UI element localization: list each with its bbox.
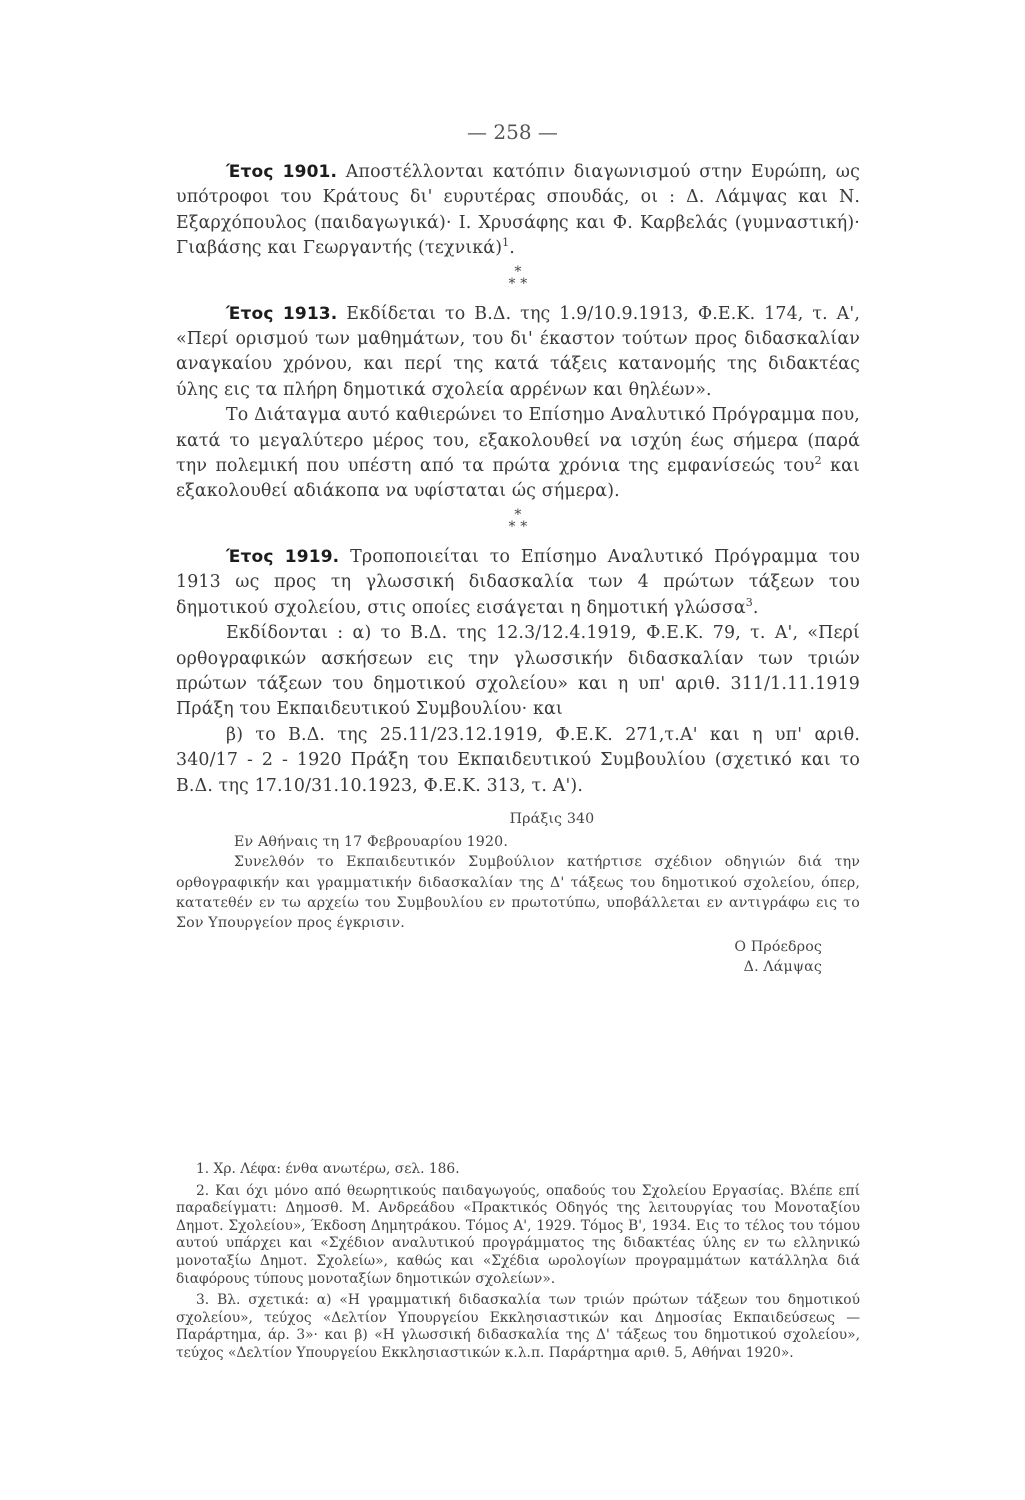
asterism-divider: [176, 263, 860, 296]
footnote-3: 3. Βλ. σχετικά: α) «Η γραμματική διδασκαλία των τριών πρώτων τάξεων του δημοτικού σχολείου», τεύχος «Δελτίον Υπουργείου Εκκλησιαστικών και Δημοσίας Εκπαιδεύσεως — Παράρτημα, άρ. 3»· και β) «Η γλωσσική διδασκαλία της Δ' τάξεως του δημοτικού σχολείου», τεύχος «Δελτίον Υπουργείου Εκκλησιαστικών κ.λ.π. Παράρτημα αριθ. 5, Αθήναι 1920».: [176, 1292, 860, 1361]
document-place-date: Εν Αθήναις τη 17 Φεβρουαρίου 1920.: [234, 834, 508, 851]
text-1919: Τροποποιείται το Επίσημο Αναλυτικό Πρόγραμμα του 1913 ως προς τη γλωσσική διδασκαλία των 4 πρώτων τάξεων του δημοτικού σχολείου, στις οποίες εισάγεται η δημοτική γλώσσα: [176, 546, 860, 618]
asterism-bottom: * *: [508, 518, 528, 535]
paragraph-1919: [176, 545, 860, 621]
text-1901-end: .: [509, 238, 515, 259]
asterism-bottom: * *: [508, 275, 528, 292]
document-signature-role: Ο Πρόεδρος: [734, 939, 822, 956]
footnote-1: 1. Χρ. Λέφα: ένθα ανωτέρω, σελ. 186.: [196, 1161, 460, 1177]
document-title: Πράξις 340: [509, 810, 595, 827]
footnote-ref-2[interactable]: 2: [814, 454, 822, 468]
paragraph-1901: [176, 160, 860, 262]
text-1913-commentary-b: και εξακολουθεί αδιάκοπα να υφίσταται ώς σήμερα).: [176, 456, 860, 502]
quoted-document: [176, 809, 860, 978]
asterism-divider: [176, 506, 860, 539]
document-signature-name: Δ. Λάμψας: [743, 959, 822, 976]
year-heading-1919: Έτος 1919.: [226, 546, 340, 567]
paragraph-1913: [176, 302, 860, 404]
text-1913: Εκδίδεται το Β.Δ. της 1.9/10.9.1913, Φ.Ε.Κ. 174, τ. Α', «Περί ορισμού των μαθημάτων, του δι' έκαστον τούτων προς διδασκαλίαν αναγκαίου χρόνου, και περί της κατά τάξεις κατανομής της διδακτέας ύλης εις τα πλήρη δημοτικά σχολεία αρρένων και θηλέων».: [176, 303, 860, 400]
page-number: — 258 —: [467, 120, 558, 144]
text-1913-commentary-a: Το Διάταγμα αυτό καθιερώνει το Επίσημο Αναλυτικό Πρόγραμμα που, κατά το μεγαλύτερο μέρος του, εξακολουθεί να ισχύη έως σήμερα (παρά την πολεμική που υπέστη από τα πρώτα χρόνια της εμφανίσεώς του: [176, 405, 860, 477]
footnote-ref-3[interactable]: 3: [745, 595, 753, 609]
year-heading-1913: Έτος 1913.: [226, 303, 338, 324]
document-text: Συνελθόν το Εκπαιδευτικόν Συμβούλιον κατήρτισε σχέδιον οδηγιών διά την ορθογραφικήν και γραμματικήν διδασκαλίαν της Δ' τάξεως του δημοτικού σχολείου, όπερ, κατατεθέν εν τω αρχείω του Συμβουλίου εν πρωτοτύπω, υποβάλλεται εν αντιγράφω εις το Σον Υπουργείον προς έγκρισιν.: [176, 854, 860, 931]
main-text: [176, 160, 860, 978]
year-heading-1901: Έτος 1901.: [226, 162, 338, 182]
paragraph-1919-decrees-b: β) το Β.Δ. της 25.11/23.12.1919, Φ.Ε.Κ. 271,τ.Α' και η υπ' αριθ. 340/17 - 2 - 1920 Πράξη του Εκπαιδευτικού Συμβουλίου (σχετικό και το Β.Δ. της 17.10/31.10.1923, Φ.Ε.Κ. 313, τ. Α').: [176, 724, 860, 796]
asterism-top: *: [514, 506, 522, 523]
footnotes: [176, 1161, 860, 1367]
text-1901: Αποστέλλονται κατόπιν διαγωνισμού στην Ευρώπη, ως υπότροφοι του Κράτους δι' ευρυτέρας σπουδάς, οι : Δ. Λάμψας και Ν. Εξαρχόπουλος (παιδαγωγικά)· Ι. Χρυσάφης και Φ. Καρβελάς (γυμναστική)· Γιαβάσης και Γεωργαντής (τεχνικά): [176, 162, 860, 259]
footnote-ref-1[interactable]: 1: [502, 236, 510, 250]
paragraph-1913-commentary: [176, 403, 860, 505]
asterism-top: *: [514, 263, 522, 280]
text-1919-end: .: [752, 597, 759, 618]
paragraph-1919-decrees-a: Εκδίδονται : α) το Β.Δ. της 12.3/12.4.1919, Φ.Ε.Κ. 79, τ. Α', «Περί ορθογραφικών ασκήσεων εις την γλωσσικήν διδασκαλίαν των τριών πρώτων τάξεων του δημοτικού σχολείου» και η υπ' αριθ. 311/1.11.1919 Πράξη του Εκπαιδευτικού Συμβουλίου· και: [176, 623, 860, 720]
footnote-2: 2. Και όχι μόνο από θεωρητικούς παιδαγωγούς, οπαδούς του Σχολείου Εργασίας. Βλέπε επί παραδείγματι: Δημοσθ. Μ. Ανδρεάδου «Πρακτικός Οδηγός της λειτουργίας του Μονοταξίου Δημοτ. Σχολείου», Έκδοση Δημητράκου. Τόμος Α', 1929. Τόμος Β', 1934. Εις το τέλος του τόμου αυτού υπάρχει και «Σχέδιον αναλυτικού προγράμματος της διδακτέας ύλης εν τω ελληνικώ μονοταξίω Δημοτ. Σχολείω», καθώς και «Σχέδια ωρολογίων προγραμμάτων κατάλληλα διά διαφόρους τύπους μονοταξίων δημοτικών σχολείων».: [176, 1182, 860, 1287]
